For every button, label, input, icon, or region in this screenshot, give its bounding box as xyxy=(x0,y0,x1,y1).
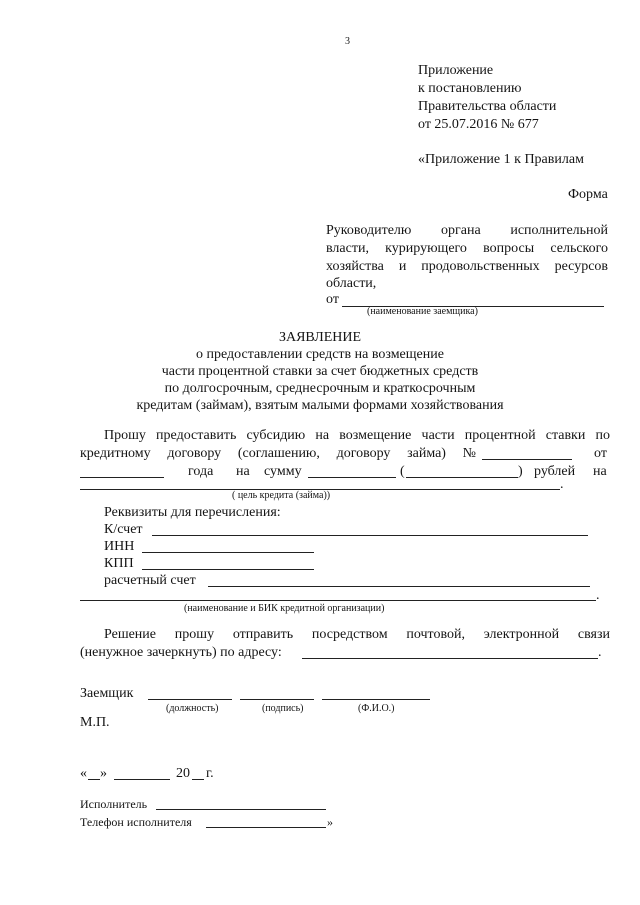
appendix-rules-label: «Приложение 1 к Правилам xyxy=(418,152,584,167)
end-dot: . xyxy=(596,588,600,603)
title-main: ЗАЯВЛЕНИЕ xyxy=(278,330,362,345)
request-word-rubles: рублей xyxy=(534,464,576,479)
rs-field[interactable] xyxy=(208,586,590,587)
executor-label: Исполнитель xyxy=(80,797,148,811)
closing-quote: » xyxy=(327,815,333,829)
signature-field[interactable] xyxy=(240,699,314,700)
paren-close: ) xyxy=(518,464,523,479)
kpp-label: КПП xyxy=(104,556,134,571)
amount-words-field[interactable] xyxy=(406,477,518,478)
from-label: от xyxy=(326,292,339,307)
date-quote-open: « xyxy=(80,766,87,781)
title-line: по долгосрочным, среднесрочным и краткосрочным xyxy=(164,381,476,396)
inn-field[interactable] xyxy=(142,552,314,553)
executor-field[interactable] xyxy=(156,809,326,810)
request-word-year: года xyxy=(188,464,214,479)
decision-line: (ненужное зачеркнуть) по адресу: xyxy=(80,645,282,660)
title-line: части процентной ставки за счет бюджетных средств xyxy=(161,364,479,379)
end-dot: . xyxy=(598,645,602,660)
paren-open: ( xyxy=(400,464,405,479)
bank-name-field[interactable] xyxy=(80,600,596,601)
addressee-line: хозяйства и продовольственных ресурсов xyxy=(326,259,609,274)
day-field[interactable] xyxy=(88,779,100,780)
amount-digits-field[interactable] xyxy=(308,477,396,478)
signature-caption: (подпись) xyxy=(262,703,304,714)
full-name-field[interactable] xyxy=(322,699,430,700)
appendix-header-line: Приложение xyxy=(418,63,494,78)
address-field[interactable] xyxy=(302,658,598,659)
contract-number-field[interactable] xyxy=(482,459,572,460)
year-suffix: г. xyxy=(206,766,214,781)
loan-purpose-caption: ( цель кредита (займа)) xyxy=(232,490,331,501)
appendix-header-line: от 25.07.2016 № 677 xyxy=(418,117,539,132)
appendix-header-line: к постановлению xyxy=(418,81,522,96)
decision-line: Решение прошу отправить посредством почтовой, электронной связи xyxy=(104,627,610,642)
request-line: Прошу предоставить субсидию на возмещение части процентной ставки по xyxy=(104,428,610,443)
request-from-word: от xyxy=(594,446,607,461)
bank-name-caption: (наименование и БИК кредитной организации) xyxy=(184,603,385,614)
stamp-label: М.П. xyxy=(80,715,110,730)
month-field[interactable] xyxy=(114,779,170,780)
request-word-sum: сумму xyxy=(264,464,302,479)
addressee-line: области, xyxy=(326,276,377,291)
position-field[interactable] xyxy=(148,699,232,700)
ks-label: К/счет xyxy=(104,522,143,537)
position-caption: (должность) xyxy=(166,703,219,714)
ks-field[interactable] xyxy=(152,535,588,536)
executor-phone-field[interactable] xyxy=(206,827,326,828)
title-line: кредитам (займам), взятым малыми формами хозяйствования xyxy=(136,398,504,413)
contract-date-field[interactable] xyxy=(80,477,164,478)
executor-phone-label: Телефон исполнителя xyxy=(80,815,192,829)
form-label: Форма xyxy=(568,187,608,202)
request-word-on: на xyxy=(236,464,250,479)
page-number: 3 xyxy=(345,36,350,47)
name-caption: (Ф.И.О.) xyxy=(358,703,395,714)
title-line: о предоставлении средств на возмещение xyxy=(196,347,444,362)
request-word-for: на xyxy=(593,464,607,479)
kpp-field[interactable] xyxy=(142,569,314,570)
request-line: кредитному договору (соглашению, договору займа) № xyxy=(80,446,476,461)
addressee-line: власти, курирующего вопросы сельского xyxy=(326,241,609,256)
year-field[interactable] xyxy=(192,779,204,780)
date-quote-close: » xyxy=(100,766,107,781)
borrower-label: Заемщик xyxy=(80,686,134,701)
borrower-name-caption: (наименование заемщика) xyxy=(367,306,478,317)
end-dot: . xyxy=(560,477,564,492)
appendix-header-line: Правительства области xyxy=(418,99,557,114)
year-prefix: 20 xyxy=(176,766,190,781)
requisites-title: Реквизиты для перечисления: xyxy=(104,505,281,520)
addressee-line: Руководителю органа исполнительной xyxy=(326,223,609,238)
inn-label: ИНН xyxy=(104,539,135,554)
rs-label: расчетный счет xyxy=(104,573,196,588)
